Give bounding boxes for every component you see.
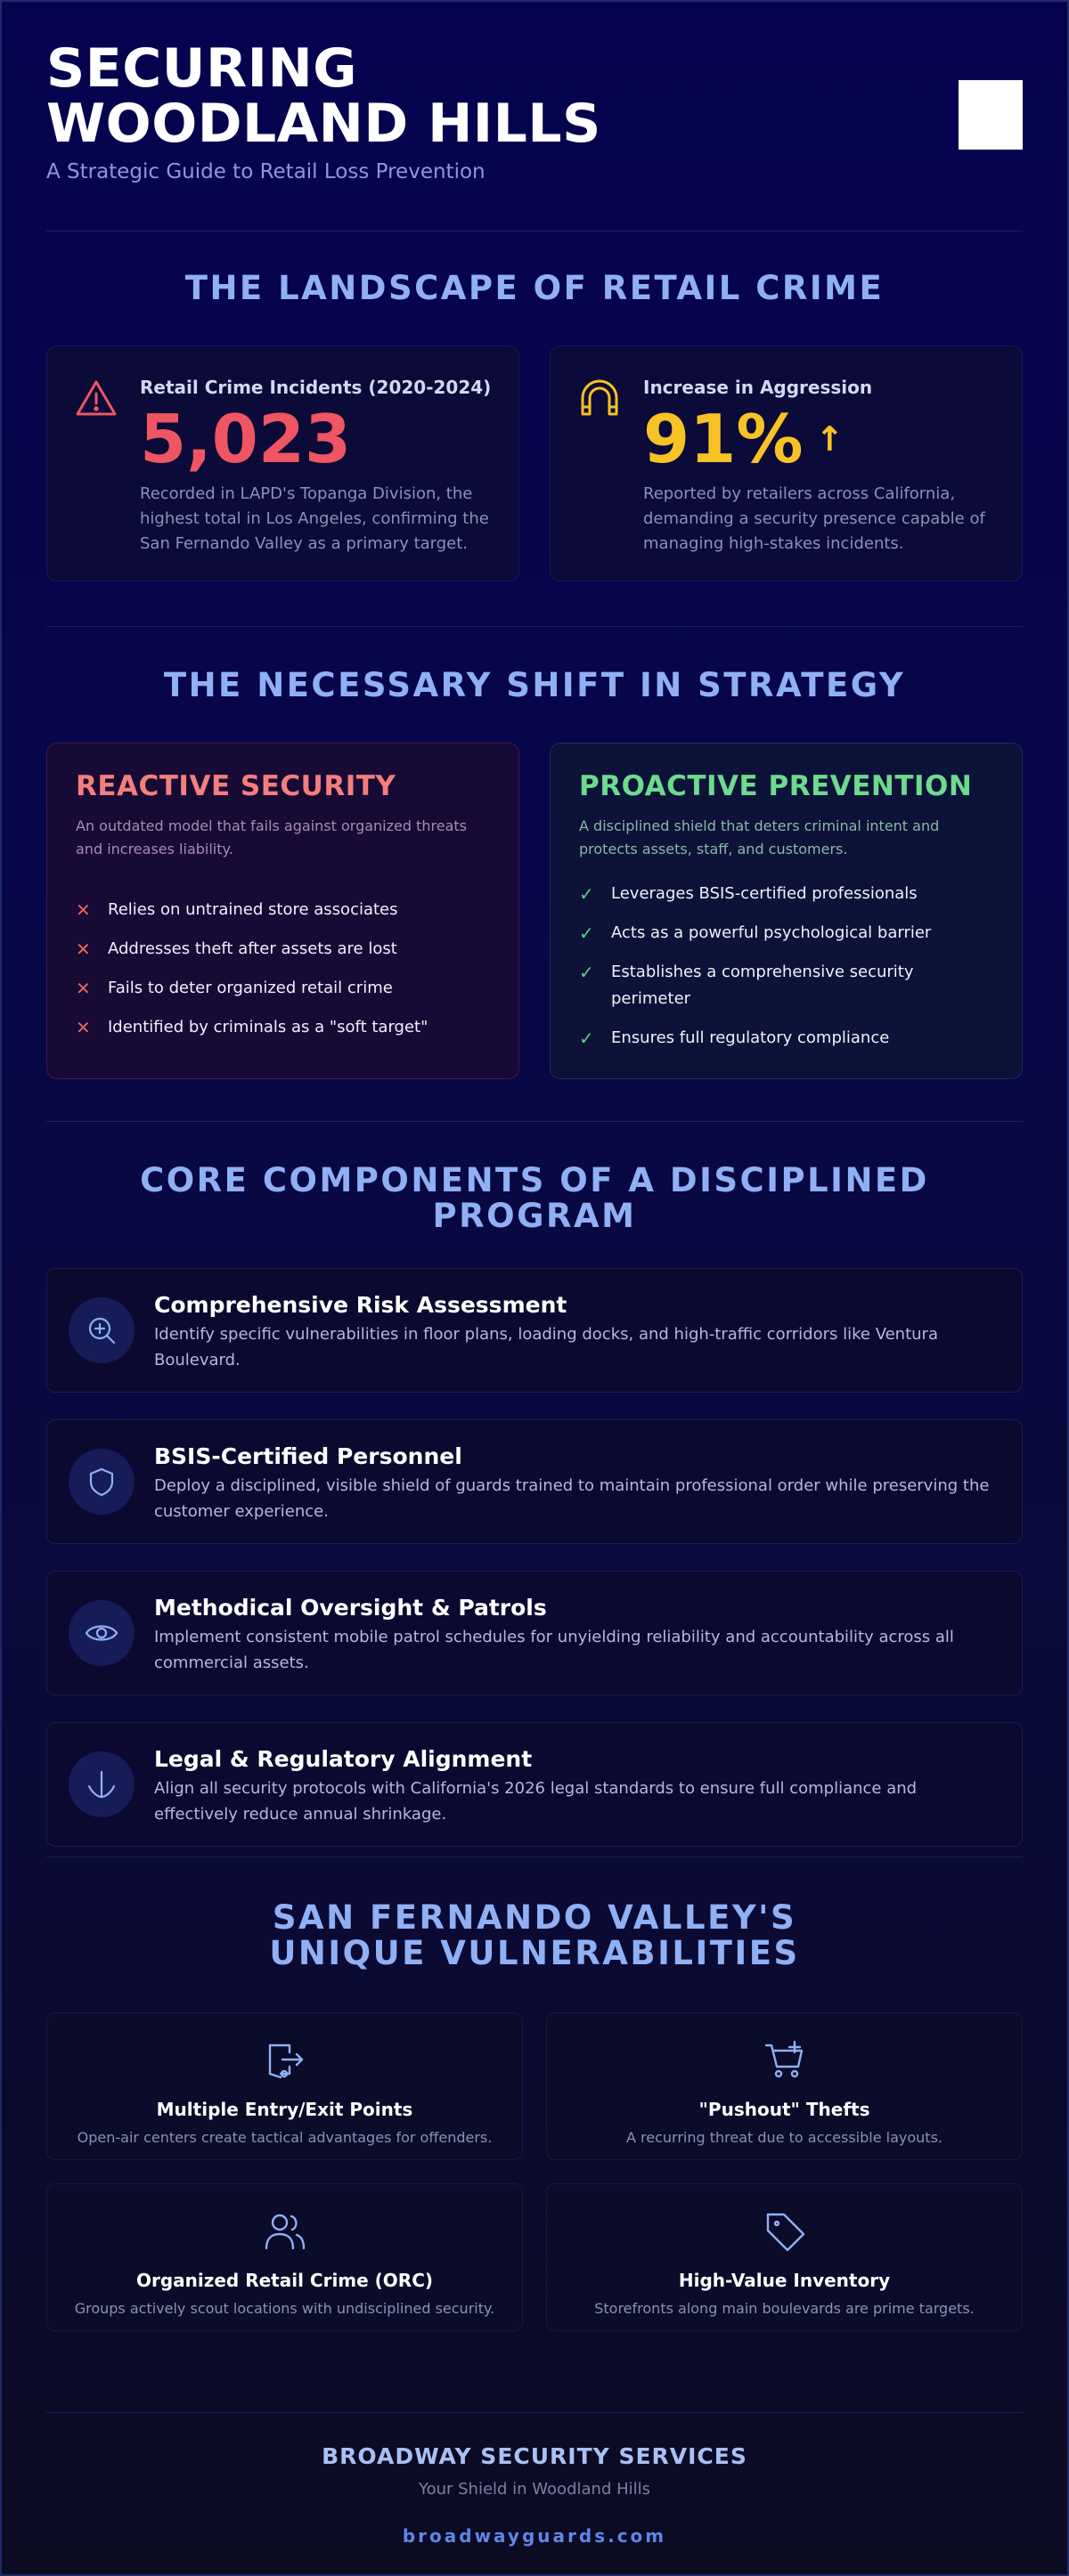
shopping-cart-icon xyxy=(763,2038,807,2083)
stat-card-aggression xyxy=(550,345,1023,581)
vulnerability-description: Storefronts along main boulevards are prime targets. xyxy=(594,2300,975,2317)
vulnerability-card xyxy=(546,2012,1023,2160)
component-title: Legal & Regulatory Alignment xyxy=(154,1746,533,1772)
stat-value-number: 91% xyxy=(643,400,804,478)
component-title: BSIS-Certified Personnel xyxy=(154,1443,462,1469)
anchor-icon xyxy=(69,1751,135,1817)
reactive-description: An outdated model that fails against organized threats and increases liability. xyxy=(76,817,467,857)
x-mark-icon: ✕ xyxy=(76,978,91,999)
components-title: CORE COMPONENTS OF A DISCIPLINED PROGRAM xyxy=(140,1161,929,1235)
x-mark-icon: ✕ xyxy=(76,899,91,921)
page-footer xyxy=(46,2413,1023,2547)
proactive-prevention-card xyxy=(550,743,1023,1079)
list-item: ✕ Relies on untrained store associates xyxy=(76,897,490,923)
company-tagline: Your Shield in Woodland Hills xyxy=(418,2480,651,2499)
users-icon xyxy=(263,2209,307,2254)
component-description: Implement consistent mobile patrol schedules for unyielding reliability and accountability across all commercial assets. xyxy=(154,1628,954,1672)
landscape-section xyxy=(46,232,1023,626)
vulnerability-title: "Pushout" Thefts xyxy=(698,2099,870,2120)
vulnerability-card xyxy=(46,2012,523,2160)
reactive-title: REACTIVE SECURITY xyxy=(76,770,396,802)
check-mark-icon: ✓ xyxy=(579,1028,594,1049)
stat-description: Recorded in LAPD's Topanga Division, the highest total in Los Angeles, confirming the San Fernando Valley as a primary target. xyxy=(140,484,489,553)
page-header xyxy=(46,2,1023,232)
proactive-list xyxy=(579,881,993,1052)
stat-card-incidents xyxy=(46,345,519,581)
list-item: ✓ Leverages BSIS-certified professionals xyxy=(579,881,993,907)
list-item: ✕ Fails to deter organized retail crime xyxy=(76,975,490,1002)
stat-label: Increase in Aggression xyxy=(643,377,873,398)
x-mark-icon: ✕ xyxy=(76,1017,91,1038)
list-item: ✕ Identified by criminals as a "soft target" xyxy=(76,1014,490,1041)
website-link[interactable]: broadwayguards.com xyxy=(402,2525,667,2547)
warning-triangle-icon xyxy=(74,377,118,421)
component-description: Align all security protocols with California's 2026 legal standards to ensure full compliance and effectively reduce annual shrinkage. xyxy=(154,1779,918,1824)
vulnerability-card xyxy=(46,2183,523,2331)
reactive-security-card xyxy=(46,743,519,1079)
price-tag-icon xyxy=(763,2209,807,2254)
list-item: ✕ Addresses theft after assets are lost xyxy=(76,936,490,963)
component-title: Methodical Oversight & Patrols xyxy=(154,1595,547,1621)
check-mark-icon: ✓ xyxy=(579,883,594,905)
vulnerability-title: Organized Retail Crime (ORC) xyxy=(135,2270,434,2291)
shield-icon xyxy=(69,1449,135,1515)
components-section xyxy=(46,1122,1023,1857)
check-mark-icon: ✓ xyxy=(579,962,594,983)
eye-icon xyxy=(69,1600,135,1666)
vulnerabilities-title: SAN FERNANDO VALLEY'S UNIQUE VULNERABILITIES xyxy=(269,1898,800,1972)
page-subtitle: A Strategic Guide to Retail Loss Prevention xyxy=(46,160,486,183)
strategy-title: THE NECESSARY SHIFT IN STRATEGY xyxy=(163,666,906,704)
vulnerability-title: High-Value Inventory xyxy=(678,2270,891,2291)
vulnerability-description: Groups actively scout locations with undisciplined security. xyxy=(74,2300,495,2317)
search-plus-icon xyxy=(69,1297,135,1363)
component-card xyxy=(46,1722,1023,1847)
company-name: BROADWAY SECURITY SERVICES xyxy=(322,2443,747,2469)
proactive-title: PROACTIVE PREVENTION xyxy=(579,770,973,802)
list-item: ✓ Establishes a comprehensive security perimeter xyxy=(579,959,993,1012)
page-title: SECURING WOODLAND HILLS xyxy=(46,37,601,155)
component-description: Identify specific vulnerabilities in floor plans, loading docks, and high-traffic corridors like Ventura Boulevard. xyxy=(154,1325,938,1369)
stat-description: Reported by retailers across California, demanding a security presence capable of managing high-stakes incidents. xyxy=(643,484,985,553)
component-description: Deploy a disciplined, visible shield of guards trained to maintain professional order while preserving the customer experience. xyxy=(154,1476,990,1521)
vulnerability-title: Multiple Entry/Exit Points xyxy=(156,2099,413,2120)
stat-value xyxy=(643,402,995,476)
strategy-section xyxy=(46,627,1023,1121)
trend-up-arrow-icon: ↑ xyxy=(815,419,845,459)
vulnerabilities-section xyxy=(46,1857,1023,2412)
component-card xyxy=(46,1571,1023,1695)
vulnerability-description: Open-air centers create tactical advantages for offenders. xyxy=(77,2129,493,2146)
x-mark-icon: ✕ xyxy=(76,939,91,960)
component-card xyxy=(46,1419,1023,1544)
reactive-list xyxy=(76,897,490,1041)
landscape-title: THE LANDSCAPE OF RETAIL CRIME xyxy=(184,269,885,307)
magnet-icon xyxy=(577,377,622,421)
vulnerability-card xyxy=(546,2183,1023,2331)
list-item: ✓ Ensures full regulatory compliance xyxy=(579,1025,993,1052)
component-title: Comprehensive Risk Assessment xyxy=(154,1292,567,1318)
list-item: ✓ Acts as a powerful psychological barrier xyxy=(579,920,993,947)
door-exit-icon xyxy=(263,2038,307,2083)
stat-label: Retail Crime Incidents (2020-2024) xyxy=(140,377,492,398)
logo-placeholder xyxy=(959,80,1023,150)
stat-value xyxy=(140,402,492,476)
stat-value-number: 5,023 xyxy=(140,400,352,478)
vulnerability-description: A recurring threat due to accessible layouts. xyxy=(626,2129,943,2146)
proactive-description: A disciplined shield that deters criminal intent and protects assets, staff, and customers. xyxy=(579,817,940,857)
check-mark-icon: ✓ xyxy=(579,922,594,944)
component-card xyxy=(46,1268,1023,1393)
